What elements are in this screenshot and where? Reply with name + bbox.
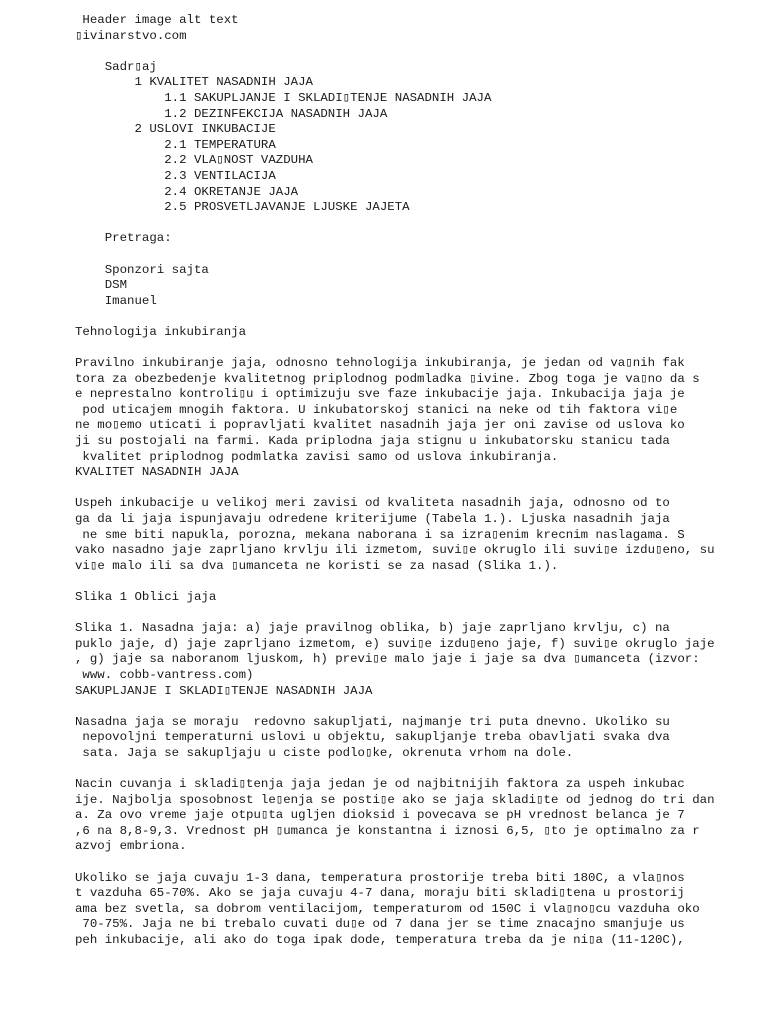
blank-line — [75, 574, 745, 590]
intro-line: e neprestalno kontroli▯u i optimizuju sve faze inkubacije jaja. Inkubacija jaja je — [75, 387, 685, 402]
blank-line — [75, 216, 745, 232]
toc-item-sakupljanje-i-skladistenje[interactable]: 1.1 SAKUPLJANJE I SKLADI▯TENJE NASADNIH JAJA — [75, 90, 492, 105]
section2-line: t vazduha 65-70%. Ako se jaja cuvaju 4-7 dana, moraju biti skladi▯tena u prostorij — [75, 886, 685, 901]
toc-item-vlaznost-vazduha[interactable]: 2.2 VLA▯NOST VAZDUHA — [75, 153, 313, 168]
blank-line — [75, 699, 745, 715]
section2-line: ama bez svetla, sa dobrom ventilacijom, temperaturom od 150C i vla▯no▯cu vazduha oko — [75, 901, 700, 916]
toc-item-kvalitet-nasadnih-jaja[interactable]: 1 KVALITET NASADNIH JAJA — [75, 75, 313, 90]
section2-line: sata. Jaja se sakupljaju u ciste podlo▯ke, okrenuta vrhom na dole. — [75, 745, 574, 760]
header-image-alt-text: Header image alt text — [75, 13, 239, 27]
section-heading-kvalitet: KVALITET NASADNIH JAJA — [75, 465, 239, 480]
intro-line: tora za obezbedenje kvalitetnog priplodnog podmladka ▯ivine. Zbog toga je va▯no da s — [75, 371, 700, 386]
intro-line: Pravilno inkubiranje jaja, odnosno tehnologija inkubiranja, je jedan od va▯nih fak — [75, 356, 685, 371]
section2-line: ,6 na 8,8-9,3. Vrednost pH ▯umanca je konstantna i iznosi 6,5, ▯to je optimalno za r — [75, 823, 700, 838]
section-heading-sakupljanje: SAKUPLJANJE I SKLADI▯TENJE NASADNIH JAJA — [75, 683, 373, 698]
section1-line: ga da li jaja ispunjavaju odredene kriterijume (Tabela 1.). Ljuska nasadnih jaja — [75, 512, 670, 526]
toc-title: Sadr▯aj — [75, 59, 157, 74]
section2-line: a. Za ovo vreme jaje otpu▯ta ugljen dioksid i povecava se pH vrednost belanca je 7 — [75, 808, 685, 823]
blank-line — [75, 309, 745, 325]
section2-line: nepovoljni temperaturni uslovi u objektu, sakupljanje treba obavljati svaka dva — [75, 730, 670, 745]
figure-caption-line: www. cobb-vantress.com) — [75, 667, 254, 682]
toc-item-okretanje-jaja[interactable]: 2.4 OKRETANJE JAJA — [75, 184, 299, 199]
section1-line: vako nasadno jaje zaprljano krvlju ili izmetom, suvi▯e okruglo ili suvi▯e izdu▯eno, su — [75, 543, 715, 558]
section2-line: ije. Najbolja sposobnost le▯enja se posti▯e ako se jaja skladi▯te od jednog do tri dan — [75, 792, 715, 807]
section2-line: Nasadna jaja se moraju redovno sakupljati, najmanje tri puta dnevno. Ukoliko su — [75, 714, 670, 729]
document-body — [75, 13, 745, 949]
section2-line: 70-75%. Jaja ne bi trebalo cuvati du▯e od 7 dana jer se time znacajno smanjuje us — [75, 917, 685, 932]
section2-line: peh inkubacije, ali ako do toga ipak dode, temperatura treba da je ni▯a (11-120C), — [75, 933, 685, 948]
section1-line: Uspeh inkubacije u velikoj meri zavisi od kvaliteta nasadnih jaja, odnosno od to — [75, 496, 670, 511]
blank-line — [75, 606, 745, 622]
blank-line — [75, 481, 745, 497]
intro-line: ne mo▯emo uticati i popravljati kvalitet nasadnih jaja jer oni zavise od uslova ko — [75, 418, 685, 433]
section2-line: Nacin cuvanja i skladi▯tenja jaja jedan je od najbitnijih faktora za uspeh inkubac — [75, 777, 685, 792]
figure-alt-text: Slika 1 Oblici jaja — [75, 589, 217, 604]
search-label[interactable]: Pretraga: — [75, 231, 172, 246]
figure-caption-line: puklo jaje, d) jaje zaprljano izmetom, e) suvi▯e izdu▯eno jaje, f) suvi▯e okruglo jaje — [75, 636, 715, 651]
section2-line: Ukoliko se jaja cuvaju 1-3 dana, temperatura prostorije treba biti 180C, a vla▯nos — [75, 870, 685, 885]
figure-caption-line: Slika 1. Nasadna jaja: a) jaje pravilnog oblika, b) jaje zaprljano krvlju, c) na — [75, 621, 670, 636]
blank-line — [75, 855, 745, 871]
blank-line — [75, 44, 745, 60]
sponsors-title: Sponzori sajta — [75, 262, 209, 277]
section1-line: ne sme biti napukla, porozna, mekana naborana i sa izra▯enim krecnim naslagama. S — [75, 527, 685, 542]
toc-item-uslovi-inkubacije[interactable]: 2 USLOVI INKUBACIJE — [75, 122, 276, 137]
intro-line: kvalitet priplodnog podmlatka zavisi samo od uslova inkubiranja. — [75, 449, 559, 464]
sponsor-item[interactable]: DSM — [75, 278, 128, 293]
toc-item-ventilacija[interactable]: 2.3 VENTILACIJA — [75, 168, 276, 183]
blank-line — [75, 340, 745, 356]
sponsor-item[interactable]: Imanuel — [75, 293, 157, 308]
toc-item-prosvetljavanje[interactable]: 2.5 PROSVETLJAVANJE LJUSKE JAJETA — [75, 200, 410, 215]
section2-line: azvoj embriona. — [75, 839, 187, 854]
site-name-link[interactable]: ▯ivinarstvo.com — [75, 28, 187, 43]
intro-line: ji su postojali na farmi. Kada priplodna jaja stignu u inkubatorsku stanicu tada — [75, 434, 670, 449]
toc-item-temperatura[interactable]: 2.1 TEMPERATURA — [75, 137, 276, 152]
figure-caption-line: , g) jaje sa naboranom ljuskom, h) previ▯e malo jaje i jaje sa dva ▯umanceta (izvor: — [75, 652, 700, 667]
blank-line — [75, 762, 745, 778]
intro-line: pod uticajem mnogih faktora. U inkubatorskoj stanici na neke od tih faktora vi▯e — [75, 402, 678, 417]
toc-item-dezinfekcija[interactable]: 1.2 DEZINFEKCIJA NASADNIH JAJA — [75, 106, 388, 121]
blank-line — [75, 247, 745, 263]
article-title: Tehnologija inkubiranja — [75, 324, 247, 339]
section1-line: vi▯e malo ili sa dva ▯umanceta ne koristi se za nasad (Slika 1.). — [75, 558, 559, 573]
